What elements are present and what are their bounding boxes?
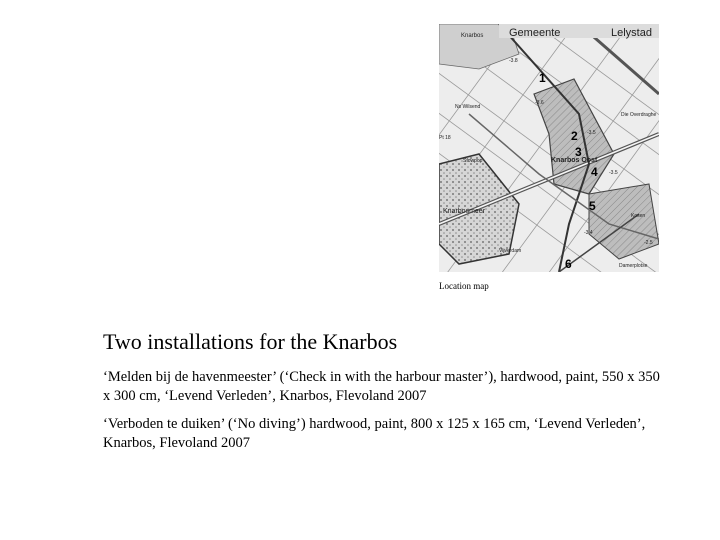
map-marker-2: 2 <box>571 129 578 143</box>
map-spot-height: -3.4 <box>584 230 593 236</box>
map-label-lelystad: Lelystad <box>611 27 652 39</box>
map-label-pt: Pt 18 <box>439 135 451 141</box>
map-spot-height: -3.5 <box>609 170 618 176</box>
map-label-koeni: Kosen <box>631 213 646 219</box>
map-label-ns-wilsend: Ns Wilsend <box>455 104 481 110</box>
map-caption: Location map <box>439 281 489 291</box>
map-marker-3: 3 <box>575 145 582 159</box>
map-marker-1: 1 <box>539 71 546 85</box>
map-label-knarbosmeer: Knarbosmeer <box>443 208 486 215</box>
map-label-dam: Damerplotse <box>619 263 648 269</box>
map-label-knarbos-oost: Knarbos Oost <box>551 157 598 164</box>
location-map-graphic <box>439 24 659 272</box>
map-label-gemeente: Gemeente <box>509 27 561 39</box>
map-label-knarbos: Knarbos <box>461 33 484 39</box>
map-marker-4: 4 <box>591 165 598 179</box>
map-marker-5: 5 <box>589 199 596 213</box>
installation-description-2: ‘Verboden te duiken’ (‘No diving’) hardwood, paint, 800 x 125 x 165 cm, ‘Levend Verleden’, Knarbos, Flevoland 2007 <box>103 416 646 451</box>
page-title: Two installations for the Knarbos <box>103 329 398 354</box>
map-spot-height: -2.5 <box>644 240 653 246</box>
map-spot-height: -3.8 <box>509 58 518 64</box>
installation-description-1: ‘Melden bij de havenmeester’ (‘Check in with the harbour master’), hardwood, paint, 550 x 350 x 300 cm, ‘Levend Verleden’, Knarbos, Flevoland 2007 <box>103 369 660 404</box>
map-marker-6: 6 <box>565 257 572 271</box>
map-spot-height: -3.6 <box>535 100 544 106</box>
map-label-vijverdam: Vijverdam <box>499 248 522 254</box>
location-map <box>439 24 659 272</box>
map-label-snowpop: Sfowpop <box>463 158 483 164</box>
map-spot-height: -3.5 <box>587 130 596 136</box>
map-label-die-overdrachte: Die Overdraghe <box>621 112 657 118</box>
